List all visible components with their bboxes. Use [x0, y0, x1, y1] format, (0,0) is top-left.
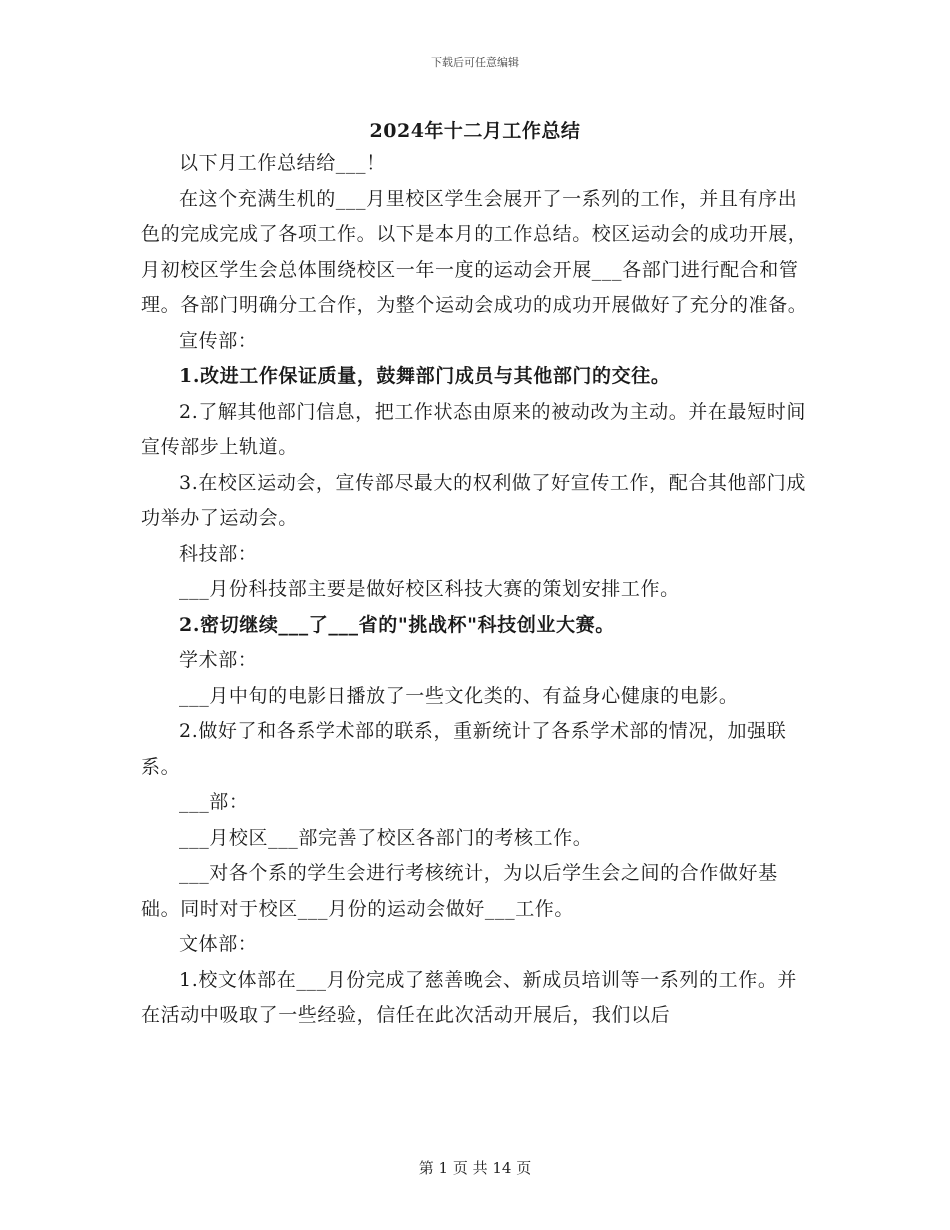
paragraph: 1.改进工作保证质量，鼓舞部门成员与其他部门的交往。 [179, 365, 671, 387]
paragraph: 3.在校区运动会，宣传部尽最大的权利做了好宣传工作，配合其他部门成功举办了运动会。 [141, 471, 806, 529]
paragraph: 科技部： [179, 542, 258, 565]
paragraph: 宣传部： [179, 329, 258, 352]
paragraph: 2.了解其他部门信息，把工作状态由原来的被动改为主动。并在最短时间宣传部步上轨道。 [141, 400, 806, 458]
download-note: 下载后可任意编辑 [431, 56, 519, 69]
paragraph: 在这个充满生机的___月里校区学生会展开了一系列的工作，并且有序出色的完成完成了各项工作。以下是本月的工作总结。校区运动会的成功开展，月初校区学生会总体围绕校区一年一度的运动会开展___各部门进行配合和管理。各部门明确分工合作，为整个运动会成功的成功开展做好了充分的准备。 [141, 187, 808, 316]
document-body [141, 146, 809, 1034]
paragraph: 学术部： [179, 649, 258, 671]
paragraph: ___对各个系的学生会进行考核统计，为以后学生会之间的合作做好基础。同时对于校区___月份的运动会做好___工作。 [141, 862, 778, 920]
paragraph: 2.做好了和各系学术部的联系，重新统计了各系学术部的情况，加强联系。 [141, 720, 787, 778]
paragraph: ___部： [179, 791, 249, 813]
paragraph: 2.密切继续___了___省的"挑战杯"科技创业大赛。 [179, 613, 615, 636]
page-number: 第 1 页 共 14 页 [418, 1159, 532, 1177]
paragraph: 1.校文体部在___月份完成了慈善晚会、新成员培训等一系列的工作。并在活动中吸取了一些经验，信任在此次活动开展后，我们以后 [141, 968, 798, 1026]
document-title: 2024年十二月工作总结 [369, 120, 581, 142]
paragraph: ___月份科技部主要是做好校区科技大赛的策划安排工作。 [179, 578, 680, 600]
paragraph: 文体部： [179, 933, 258, 955]
paragraph: ___月校区___部完善了校区各部门的考核工作。 [179, 826, 593, 849]
paragraph: ___月中旬的电影日播放了一些文化类的、有益身心健康的电影。 [179, 684, 739, 707]
paragraph: 以下月工作总结给___！ [179, 152, 386, 174]
